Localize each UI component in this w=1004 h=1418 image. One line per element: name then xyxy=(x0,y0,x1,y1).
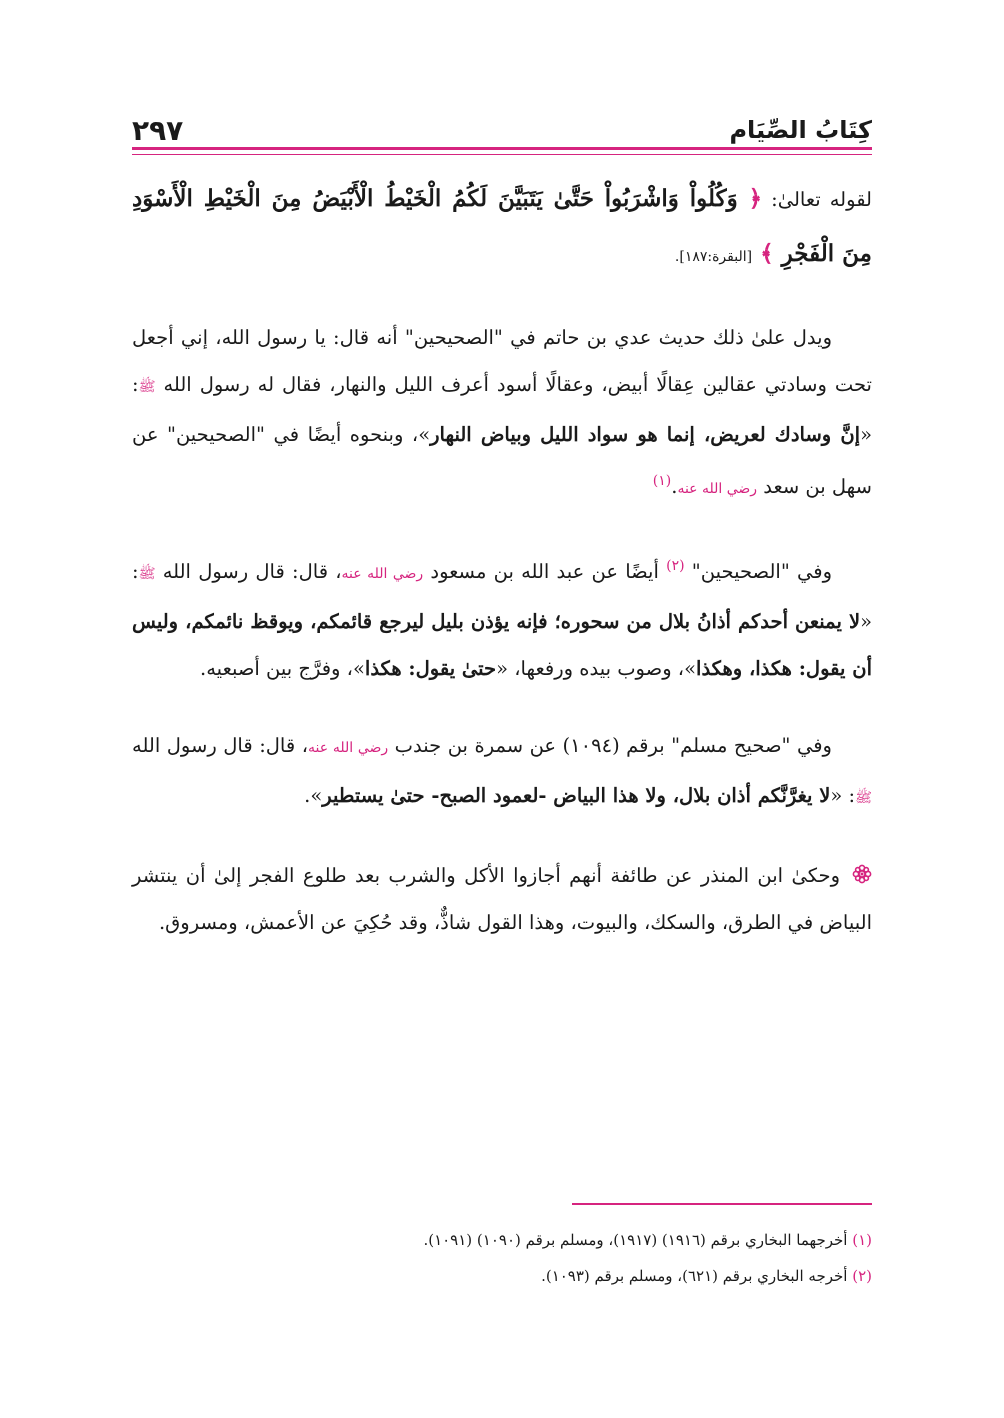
para4-text: وحكىٰ ابن المنذر عن طائفة أنهم أجازوا الأكل والشرب بعد طلوع الفجر إلىٰ أن ينتشر البياض في الطرق، والسكك، والبيوت، وهذا القول شاذٌّ، وقد حُكِيَ عن الأعمش، ومسروق. xyxy=(132,864,872,934)
hadith-quote: إنَّ وسادك لعريض، إنما هو سواد الليل وبياض النهار xyxy=(430,423,861,446)
footnote-2 xyxy=(132,1258,872,1294)
footnote-number: (٢) xyxy=(852,1267,872,1285)
book-title: كِتَابُ الصِّيَام xyxy=(729,116,872,144)
flower-ornament-icon xyxy=(852,854,872,874)
hadith-quote: لا يمنعن أحدكم أذانُ بلال من سحوره؛ فإنه يؤذن بليل ليرجع قائمكم، ويوقظ نائمكم، وليس أن يقول: هكذا، وهكذا xyxy=(132,610,872,680)
para3-text-2: ، قال: قال رسول الله xyxy=(132,734,308,757)
verse-reference: [البقرة:١٨٧]. xyxy=(674,249,753,265)
footnotes xyxy=(132,1222,872,1294)
salawat-glyph: ﷺ xyxy=(138,379,156,395)
verse-text: وَكُلُواْ وَاشْرَبُواْ حَتَّىٰ يَتَبَيَّنَ لَكُمُ الْخَيْطُ الْأَبْيَضُ مِنَ الْخَيْطِ الْأَسْوَدِ مِنَ الْفَجْرِ xyxy=(132,185,872,267)
salawat-glyph: ﷺ xyxy=(855,790,872,806)
page-number: ٢٩٧ xyxy=(132,114,184,147)
para2-text-3: ، قال: قال رسول الله xyxy=(155,560,342,583)
para3-text-1: وفي "صحيح مسلم" برقم (١٠٩٤) عن سمرة بن جندب xyxy=(388,734,832,757)
para2-text-5: »، وصوب بيده ورفعها، « xyxy=(496,657,697,680)
page-header xyxy=(132,110,872,150)
radiallahu-glyph: رضي الله عنه xyxy=(677,481,758,497)
main-text xyxy=(132,172,872,946)
verse-close-bracket: ﴾ xyxy=(760,240,774,267)
para2-text-6: »، وفرَّج بين أصبعيه. xyxy=(200,657,365,680)
paragraph-4 xyxy=(132,852,872,946)
header-rule-thick xyxy=(132,147,872,150)
footnote-text: أخرجه البخاري برقم (٦٢١)، ومسلم برقم (١٠٩٣). xyxy=(541,1267,853,1285)
footnote-ref-1[interactable]: (١) xyxy=(652,473,672,489)
footnote-number: (١) xyxy=(852,1231,872,1249)
page xyxy=(132,0,872,1418)
para1-text-2: : « xyxy=(132,373,872,446)
radiallahu-glyph: رضي الله عنه xyxy=(307,740,389,756)
para1-text-3: »، وبنحوه أيضًا في "الصحيحين" عن سهل بن سعد xyxy=(132,423,872,498)
para1-text-4: . xyxy=(671,475,678,498)
footnote-1 xyxy=(132,1222,872,1258)
para3-text-4: ». xyxy=(304,784,323,807)
hadith-quote-2: حتىٰ يقول: هكذا xyxy=(364,657,497,680)
header-rule-thin xyxy=(132,154,872,155)
para1-text-1: ويدل علىٰ ذلك حديث عدي بن حاتم في "الصحيحين" أنه قال: يا رسول الله، إني أجعل تحت وسادتي عقالين عِقالًا أبيض، وعقالًا أسود أعرف الليل والنهار، فقال له رسول الله xyxy=(132,326,872,396)
para3-text-3: : « xyxy=(830,784,856,807)
footnote-ref-2[interactable]: (٢) xyxy=(666,558,685,574)
footnote-text: أخرجهما البخاري برقم (١٩١٦) (١٩١٧)، ومسلم برقم (١٠٩٠) (١٠٩١). xyxy=(423,1231,853,1249)
para2-text-1: وفي "الصحيحين" xyxy=(684,560,832,583)
intro-paragraph xyxy=(132,172,872,284)
verse-open-bracket: ﴿ xyxy=(748,185,763,212)
hadith-quote: لا يغرَّنَّكم أذان بلال، ولا هذا البياض -لعمود الصبح- حتىٰ يستطير xyxy=(322,784,831,807)
paragraph-2 xyxy=(132,543,872,692)
salawat-glyph: ﷺ xyxy=(138,566,156,582)
para2-text-2: أيضًا عن عبد الله بن مسعود xyxy=(423,560,667,583)
paragraph-3 xyxy=(132,722,872,822)
intro-prefix: لقوله تعالىٰ: xyxy=(762,188,873,211)
quran-verse xyxy=(132,185,872,267)
paragraph-1 xyxy=(132,314,872,513)
radiallahu-glyph: رضي الله عنه xyxy=(341,566,424,582)
footnote-separator xyxy=(572,1203,872,1205)
para2-text-4: : « xyxy=(132,560,872,633)
